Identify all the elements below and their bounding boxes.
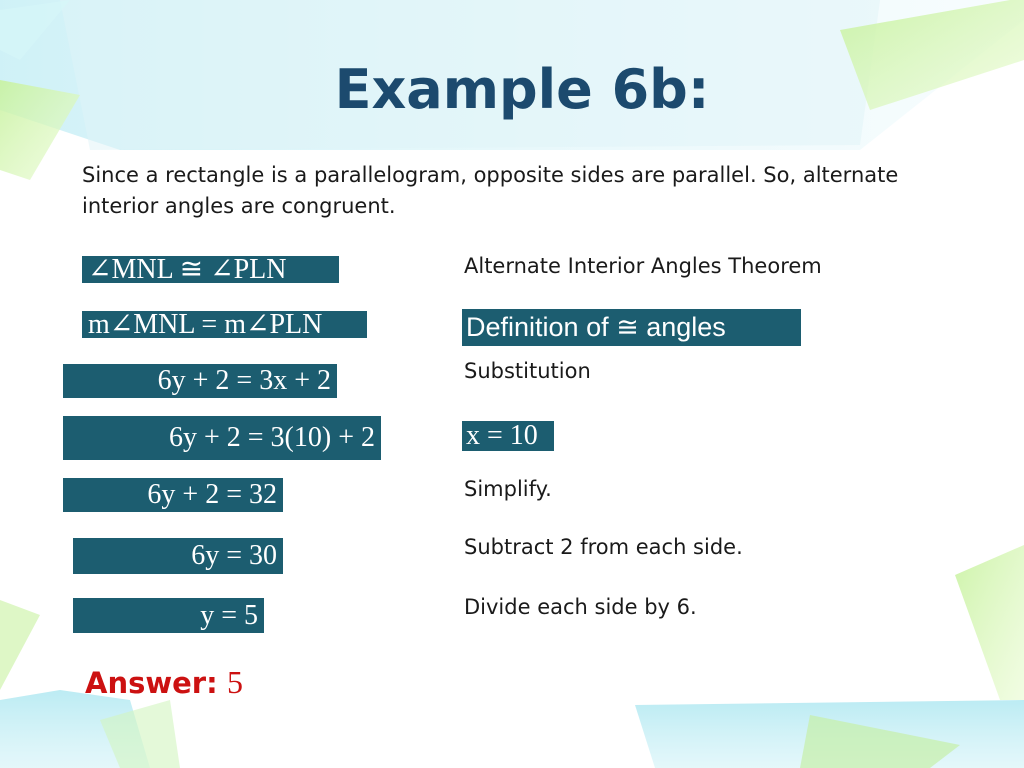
statement-2 xyxy=(82,308,367,340)
statement-4 xyxy=(63,416,381,460)
statement-5-text: 6y + 2 = 32 xyxy=(147,479,277,510)
statement-3 xyxy=(63,364,337,398)
slide-title: Example 6b: xyxy=(334,58,710,121)
statement-2-text: m∠MNL = m∠PLN xyxy=(88,308,323,340)
answer-label: Answer: xyxy=(85,666,218,700)
statement-7-text: y = 5 xyxy=(200,599,258,631)
statement-3-text: 6y + 2 = 3x + 2 xyxy=(157,365,331,396)
reason-7: Divide each side by 6. xyxy=(464,595,697,619)
statement-7 xyxy=(73,598,264,633)
reason-5: Simplify. xyxy=(464,477,552,501)
reason-4: x = 10 xyxy=(462,421,554,451)
statement-1 xyxy=(82,253,339,285)
statement-6 xyxy=(73,538,283,574)
reason-6: Subtract 2 from each side. xyxy=(464,535,743,559)
statement-1-text: ∠MNL ≅ ∠PLN xyxy=(88,253,287,285)
answer xyxy=(85,664,243,701)
statement-4-text: 6y + 2 = 3(10) + 2 xyxy=(168,422,375,453)
reason-3: Substitution xyxy=(464,359,591,383)
statement-5 xyxy=(63,478,283,512)
answer-value: 5 xyxy=(226,664,243,700)
intro-text: Since a rectangle is a parallelogram, opposite sides are parallel. So, alternate interior angles are congruent. xyxy=(82,163,899,218)
statement-6-text: 6y = 30 xyxy=(191,540,277,571)
reason-2: Definition of ≅ angles xyxy=(462,309,801,346)
reason-1: Alternate Interior Angles Theorem xyxy=(464,254,822,278)
